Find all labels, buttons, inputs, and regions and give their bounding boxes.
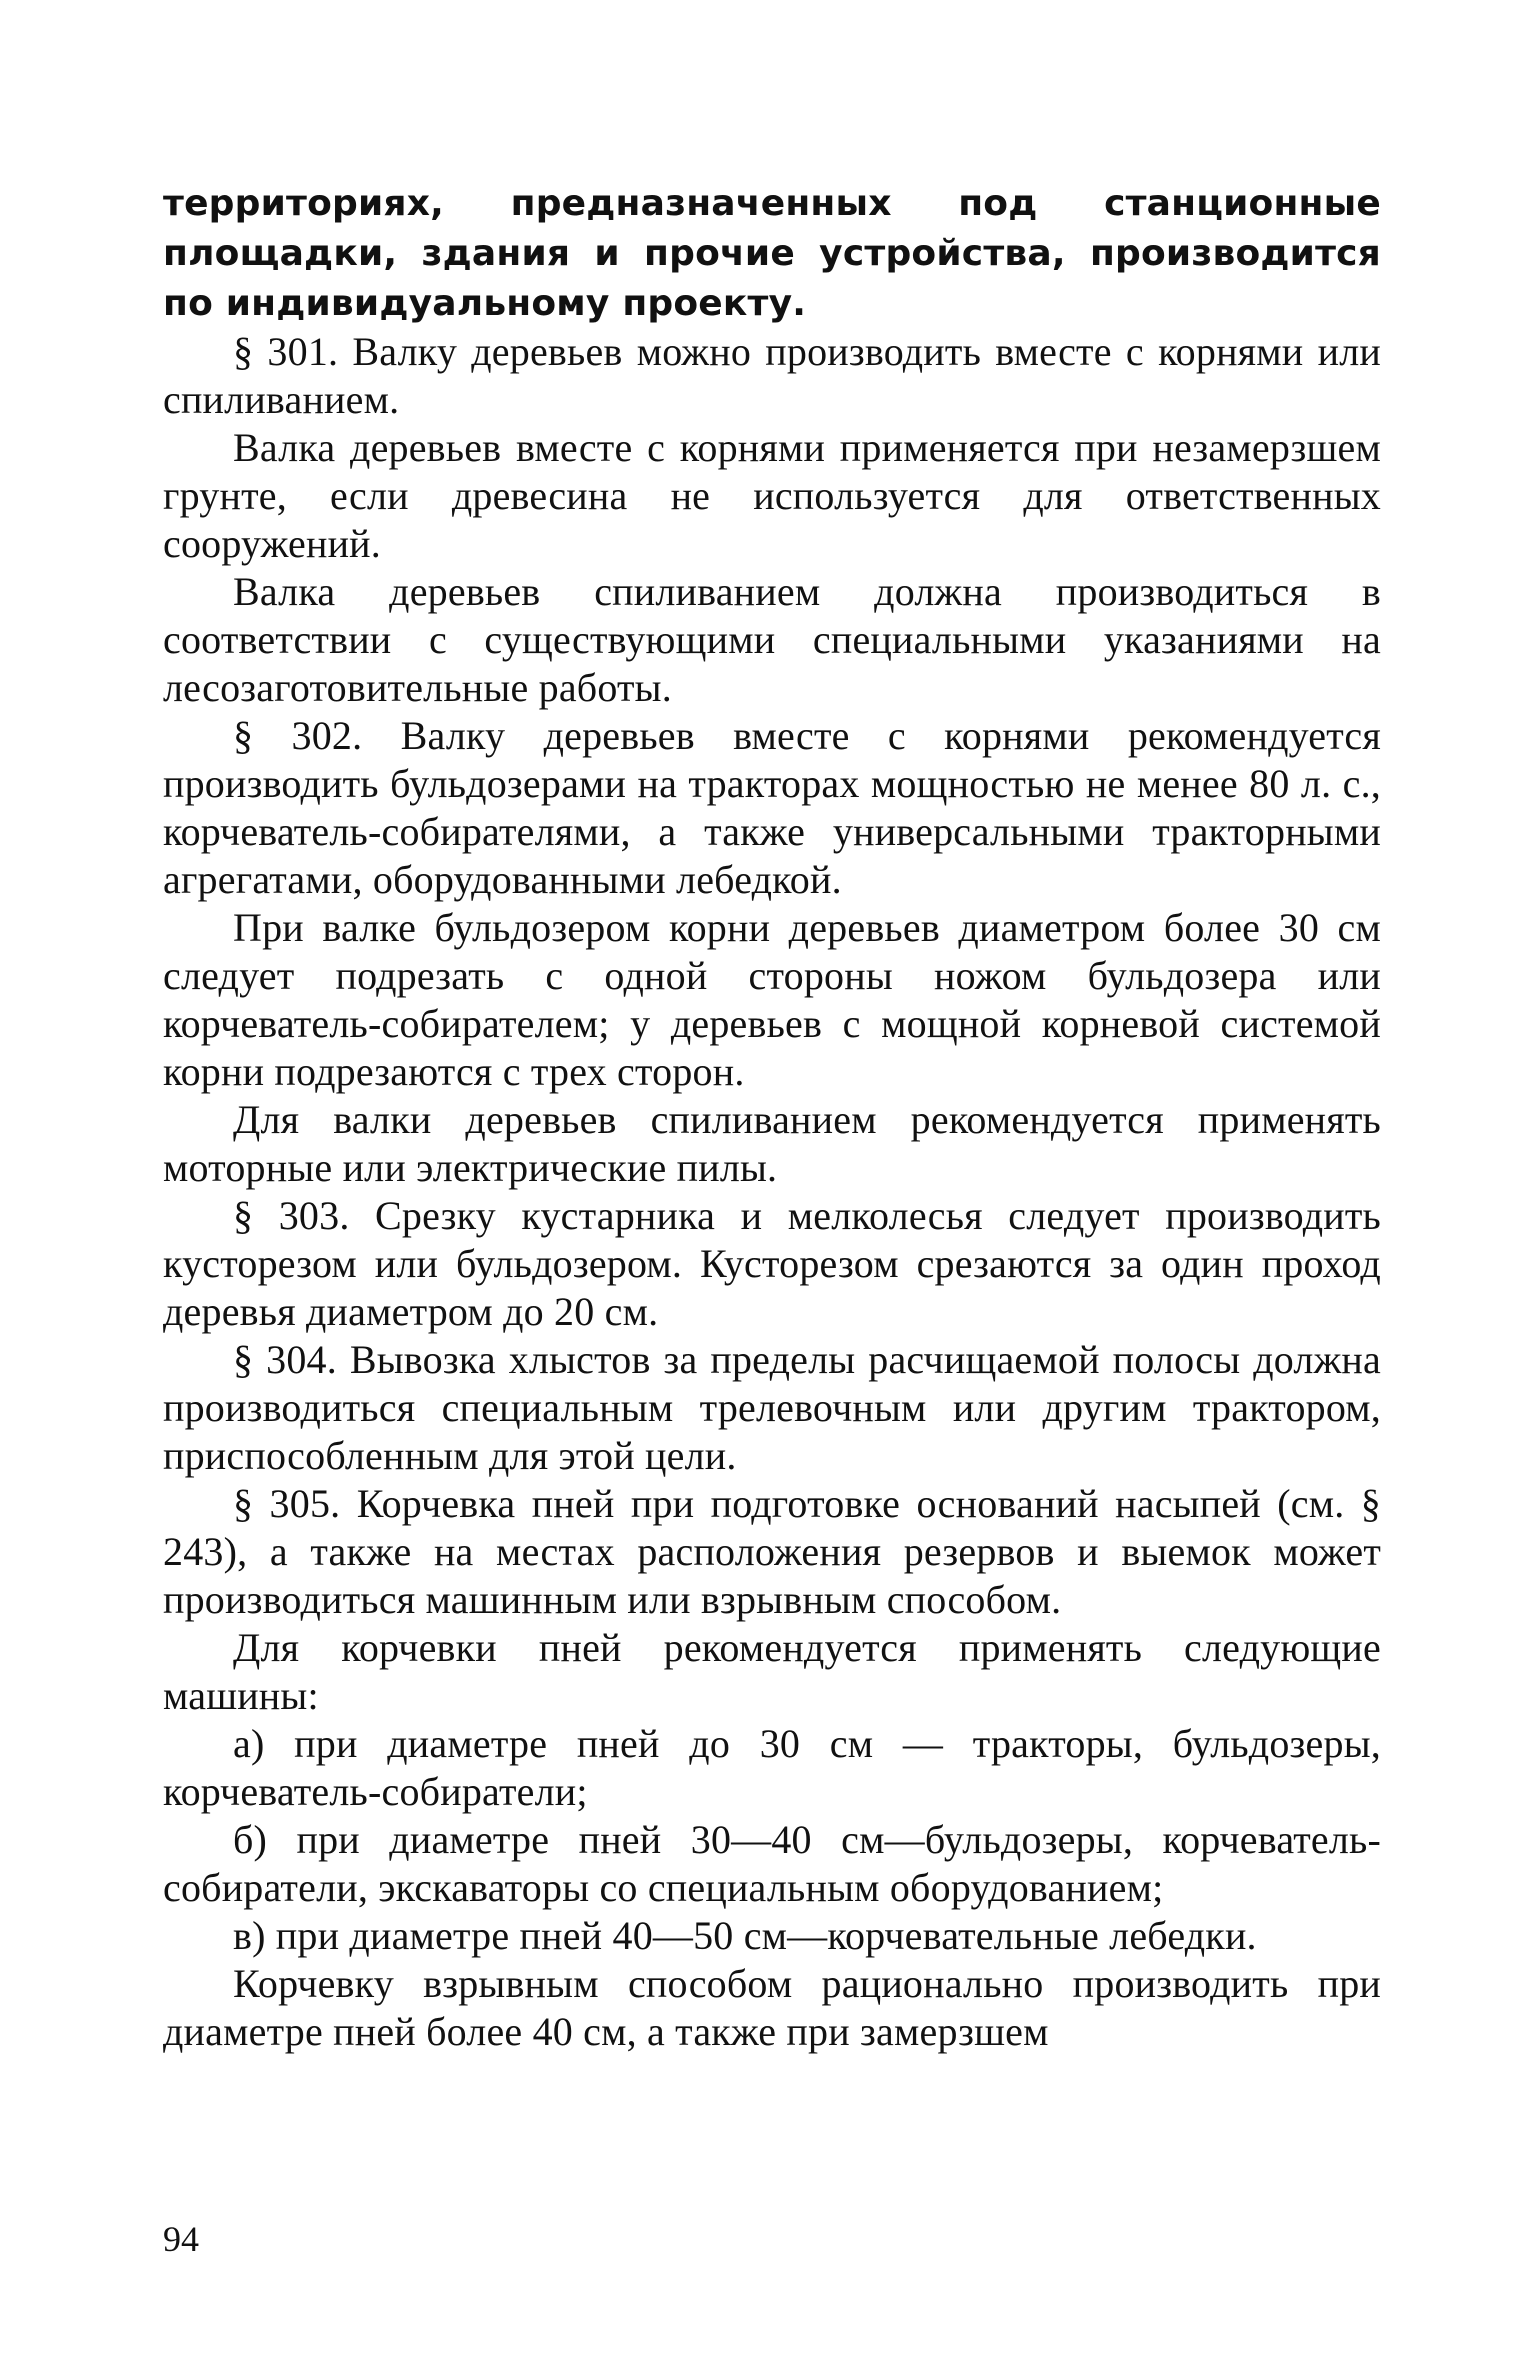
page-number: 94 <box>163 2219 199 2259</box>
paragraph-301: § 301. Валку деревьев можно производить вместе с корнями или спиливанием. <box>163 329 1381 422</box>
paragraph-felling-sawing: Валка деревьев спиливанием должна производиться в соответствии с существующими специальными указаниями на лесозаготовительные работы. <box>163 569 1381 710</box>
list-item-a: а) при диаметре пней до 30 см — тракторы, бульдозеры, корчеватель-собиратели; <box>163 1721 1381 1814</box>
paragraph-302: § 302. Валку деревьев вместе с корнями рекомендуется производить бульдозерами на тракторах мощностью не менее 80 л. с., корчеватель-собирателями, а также универсальными тракторными агрегатами, оборудованными лебедкой. <box>163 713 1381 902</box>
list-item-c: в) при диаметре пней 40—50 см—корчевательные лебедки. <box>233 1913 1257 1958</box>
paragraph-305: § 305. Корчевка пней при подготовке оснований насыпей (см. § 243), а также на местах расположения резервов и выемок может производиться машинным или взрывным способом. <box>163 1481 1381 1622</box>
paragraph-felling-with-roots: Валка деревьев вместе с корнями применяется при незамерзшем грунте, если древесина не используется для ответственных сооружений. <box>163 425 1381 566</box>
page-body <box>163 178 1381 2056</box>
list-item-b: б) при диаметре пней 30—40 см—бульдозеры, корчеватель-собиратели, экскаваторы со специальным оборудованием; <box>163 1817 1381 1910</box>
paragraph-304: § 304. Вывозка хлыстов за пределы расчищаемой полосы должна производиться специальным трелевочным или другим трактором, приспособленным для этой цели. <box>163 1337 1381 1478</box>
paragraph-machines-intro: Для корчевки пней рекомендуется применять следующие машины: <box>163 1625 1381 1718</box>
paragraph-blasting: Корчевку взрывным способом рационально производить при диаметре пней более 40 см, а также при замерзшем <box>163 1961 1381 2054</box>
paragraph-303: § 303. Срезку кустарника и мелколесья следует производить кусторезом или бульдозером. Кусторезом срезаются за один проход деревья диаметром до 20 см. <box>163 1193 1381 1334</box>
paragraph-text: территориях, предназначенных под станционные площадки, здания и прочие устройства, производится по индивидуальному проекту. <box>163 183 1381 324</box>
paragraph-continued <box>163 178 1381 328</box>
paragraph-bulldozer-roots: При валке бульдозером корни деревьев диаметром более 30 см следует подрезать с одной стороны ножом бульдозера или корчеватель-собирателем; у деревьев с мощной корневой системой корни подрезаются с трех сторон. <box>163 905 1381 1094</box>
paragraph-saws: Для валки деревьев спиливанием рекомендуется применять моторные или электрические пилы. <box>163 1097 1381 1190</box>
